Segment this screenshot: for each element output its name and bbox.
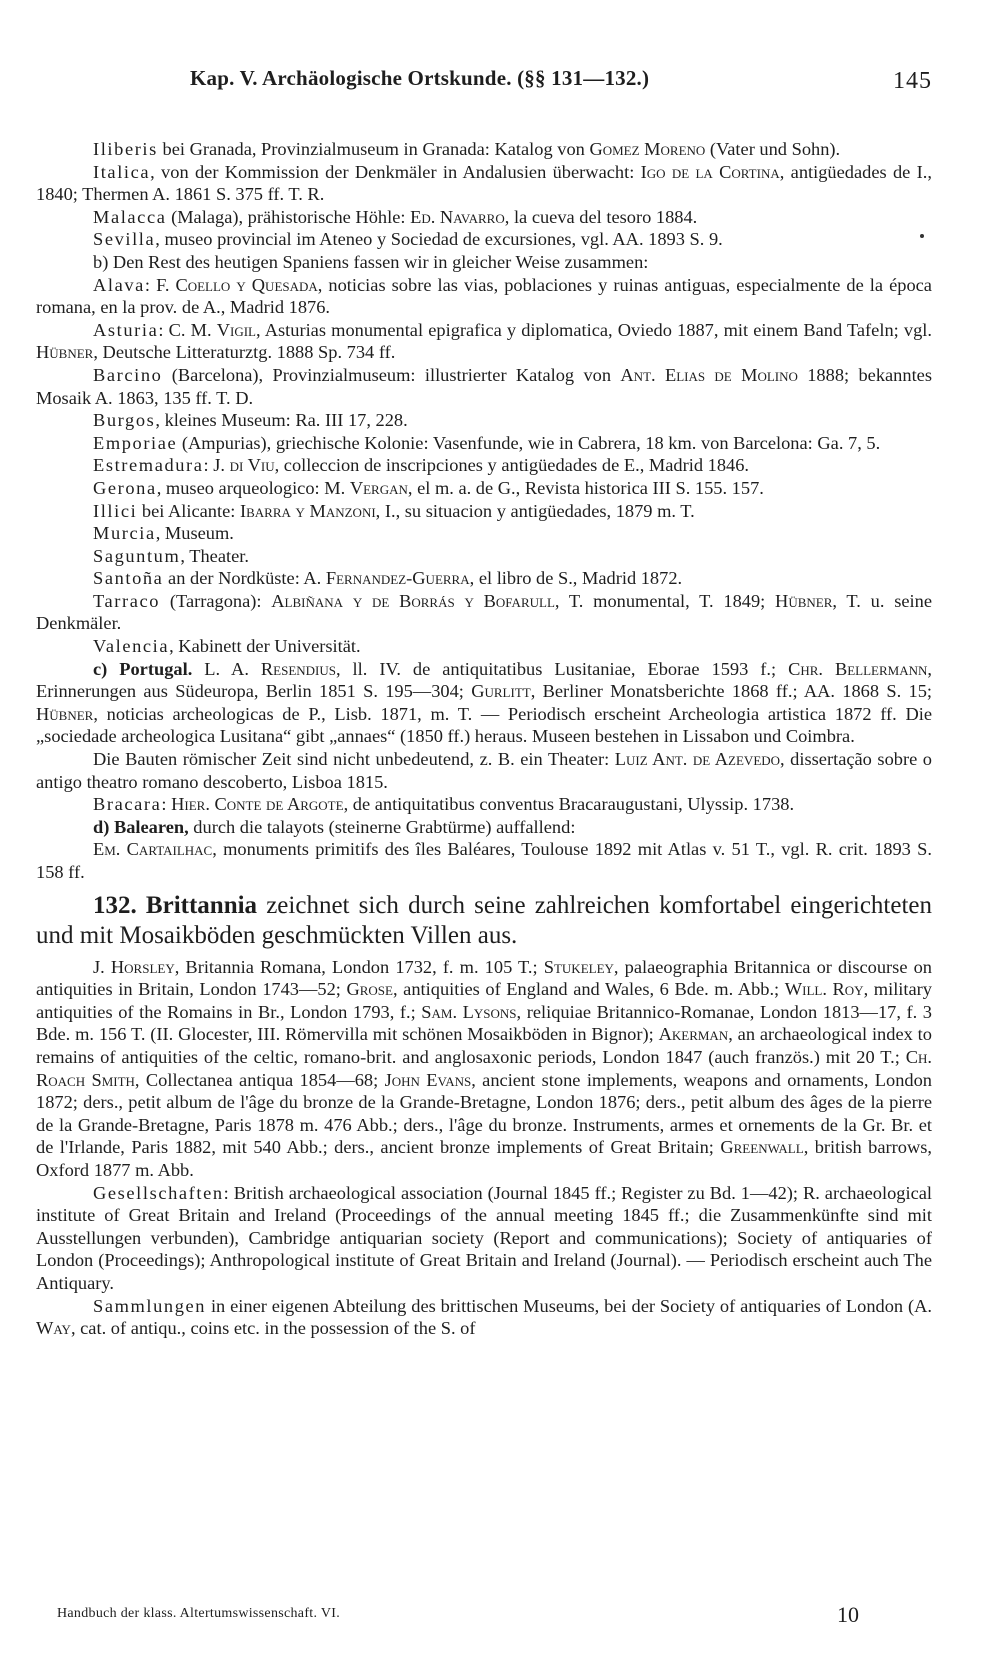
- entry-text: , ancient stone implements, weapons and ornaments, London 1872; ders., petit album de l'âge du bronze de la Grande-Bretagne, London 1876; ders., petit album des âges de la pierre de la Grande-Bretagne, Paris 1878 m. 476 Abb.; ders., l'âge du bronze. Instruments, armes et ornements de la Gr. Br. et de l'Irlande, Paris 1882, mit 540 Abb.; ders., ancient bronze implements of Great Britain;: [36, 1069, 932, 1158]
- place-name: Burgos: [93, 410, 156, 431]
- entry-text: , von der Kommission der Denkmäler in Andalusien überwacht:: [150, 161, 641, 182]
- author-name: Will. Roy: [784, 979, 864, 1000]
- author-name: Vigil: [216, 319, 256, 340]
- entry-cartailhac: [36, 838, 932, 883]
- entry-text: , museo provincial im Ateneo y Sociedad de excursiones, vgl. AA. 1893 S. 9.: [155, 229, 723, 250]
- entry-text: , museo arqueologico: M.: [156, 477, 350, 498]
- place-name: Santoña: [93, 568, 164, 589]
- entry-text: , noticias archeologicas de P., Lisb. 1871, m. T. — Periodisch erscheint Archeologia artistica 1872 ff. Die „sociedade archeologica Lusitana“ gibt „annaes“ (1850 ff.) heraus. Museen bestehen in Lissabon und Coimbra.: [36, 703, 932, 747]
- author-name: Coello y Quesada: [175, 274, 318, 295]
- entry-text: , antiquities of England and Wales, 6 Bde. m. Abb.;: [392, 979, 785, 1000]
- entry-text: , el libro de S., Madrid 1872.: [469, 568, 683, 589]
- main-text: [36, 138, 932, 1340]
- entry-burgos: [36, 409, 932, 432]
- entry-text: (Vater und Sohn).: [705, 139, 841, 159]
- entry-text: , palaeographia Britannica or discourse on antiquities in Britain, London 1743—52;: [36, 956, 932, 1000]
- author-name: Resendius: [260, 658, 336, 679]
- author-name: John Evans: [384, 1069, 472, 1090]
- entry-text: , Museum.: [155, 523, 234, 544]
- entry-text: , Erinnerungen aus Südeuropa, Berlin 1851 S. 195—304;: [36, 658, 932, 702]
- entry-text: , T. monumental, T. 1849;: [554, 590, 776, 611]
- subsection-heading: d) Balearen,: [93, 816, 189, 837]
- entry-text: , antigüedades de I., 1840; Thermen A. 1861 S. 375 ff. T. R.: [36, 161, 932, 205]
- entry-text: :: [161, 794, 172, 815]
- author-name: Albiñana y de Borrás y Bofarull: [271, 590, 555, 611]
- entry-roman-buildings: [36, 748, 932, 793]
- author-name: Grose: [346, 979, 393, 1000]
- entry-text: , de antiquitatibus conventus Bracaraugustani, Ulyssip. 1738.: [343, 794, 795, 815]
- place-name: Barcino: [93, 364, 163, 385]
- author-name: Akerman: [658, 1024, 729, 1045]
- entry-italica: [36, 161, 932, 206]
- topic-heading: Sammlungen: [93, 1295, 207, 1316]
- author-name: Hier. Conte de Argote: [171, 794, 344, 815]
- running-title: Kap. V. Archäologische Ortskunde. (§§ 131—132.): [190, 66, 650, 90]
- entry-text: , T. u. seine Denkmäler.: [36, 590, 933, 634]
- entry-text: , Britannia Romana, London 1732, f. m. 105 T.;: [174, 956, 544, 977]
- entry-text: , Kabinett der Universität.: [169, 636, 361, 657]
- entry-text: , Deutsche Litteraturztg. 1888 Sp. 734 ff.: [93, 342, 396, 363]
- entry-murcia: [36, 522, 932, 545]
- entry-gerona: [36, 477, 932, 500]
- entry-asturia: [36, 319, 932, 364]
- place-name: Valencia: [93, 636, 170, 657]
- entry-text: , reliquiae Britannico-Romanae, London 1813—17, f. 3 Bde. m. 156 T. (II. Glocester, III. Römervilla mit schönen Mosaikböden in Bignor);: [36, 1001, 933, 1045]
- author-name: Igo de la Cortina: [640, 161, 780, 182]
- entry-text: , Theater.: [180, 545, 249, 566]
- entry-text: bei Alicante:: [137, 500, 240, 521]
- entry-text: , cat. of antiqu., coins etc. in the possession of the S. of: [70, 1318, 476, 1339]
- entry-text: , Asturias monumental epigrafica y diplomatica, Oviedo 1887, mit einem Band Tafeln; vgl.: [255, 319, 933, 340]
- subsection-portugal: [36, 658, 932, 748]
- entry-text: : F.: [144, 274, 176, 295]
- entry-sevilla: [36, 228, 932, 251]
- entry-gesellschaften: [36, 1182, 932, 1295]
- entry-text: in einer eigenen Abteilung des brittischen Museums, bei der Society of antiquaries of London (A.: [206, 1295, 932, 1316]
- sheet-number: 10: [837, 1602, 859, 1627]
- author-name: J. Horsley: [93, 956, 175, 977]
- subsection-marker: b): [93, 251, 109, 272]
- author-name: Hübner: [36, 342, 94, 363]
- place-name: Murcia: [93, 523, 156, 544]
- entry-text: Die Bauten römischer Zeit sind nicht unbedeutend, z. B. ein Theater:: [93, 749, 615, 770]
- page-footer: [57, 1602, 877, 1628]
- place-name: Sevilla: [93, 229, 156, 250]
- section-title: Brittannia: [145, 891, 258, 919]
- author-name: Stukeley: [543, 956, 614, 977]
- entry-text: , an archaeological index to remains of antiquities of the celtic, romano-brit. and anglosaxonic periods, London 1847 (auch französ.) mit 20 T.;: [36, 1024, 932, 1067]
- entry-text: , la cueva del tesoro 1884.: [504, 206, 698, 227]
- entry-text: , dissertação sobre o antigo theatro romano descoberto, Lisboa 1815.: [36, 749, 932, 792]
- author-name: Vergan: [349, 477, 408, 498]
- entry-text: , monuments primitifs des îles Baléares, Toulouse 1892 mit Atlas v. 51 T., vgl. R. crit. 1893 S. 158 ff.: [36, 839, 932, 882]
- place-name: Asturia: [93, 319, 159, 340]
- entry-bracara: [36, 793, 932, 816]
- entry-barcino: [36, 364, 932, 409]
- author-name: Ant. Elias de Molino: [620, 364, 798, 385]
- entry-text: : C. M.: [158, 319, 217, 340]
- entry-text: (Barcelona), Provinzialmuseum: illustrierter Katalog von: [162, 364, 621, 385]
- entry-text: bei Granada, Provinzialmuseum in Granada: Katalog von: [157, 139, 590, 159]
- subsection-balearen: [36, 816, 932, 839]
- entry-text: , kleines Museum: Ra. III 17, 228.: [155, 410, 408, 431]
- author-name: Sam. Lysons: [421, 1001, 517, 1022]
- entry-alava: [36, 274, 932, 319]
- entry-text: Den Rest des heutigen Spaniens fassen wir in gleicher Weise zusammen:: [108, 251, 649, 272]
- place-name: Illici: [93, 500, 138, 521]
- author-name: Hübner: [775, 590, 833, 611]
- entry-text: an der Nordküste: A.: [163, 568, 326, 589]
- place-name: Bracara: [93, 794, 162, 815]
- place-name: Tarraco: [93, 590, 161, 611]
- entry-text: , ll. IV. de antiquitatibus Lusitaniae, Eborae 1593 f.;: [336, 658, 789, 679]
- entry-text: durch die talayots (steinerne Grabtürme) auffallend:: [188, 816, 576, 837]
- section-number: 132.: [93, 891, 137, 919]
- entry-sammlungen: [36, 1295, 932, 1340]
- author-name: Ch. Roach Smith: [36, 1046, 932, 1090]
- place-name: Emporiae: [93, 432, 178, 453]
- entry-tarraco: [36, 590, 932, 635]
- topic-heading: Gesellschaften: [93, 1182, 224, 1203]
- book-signature: Handbuch der klass. Altertumswissenschaft. VI.: [57, 1606, 340, 1621]
- subsection-heading: c) Portugal.: [93, 658, 193, 679]
- author-name: Ed. Navarro: [410, 206, 505, 227]
- author-name: Gurlitt: [471, 681, 531, 702]
- entry-text: , I., su situacion y antigüedades, 1879 m. T.: [375, 500, 695, 521]
- entry-text: (Tarragona):: [160, 590, 272, 611]
- entry-illici: [36, 500, 932, 523]
- entry-text: (Ampurias), griechische Kolonie: Vasenfunde, wie in Cabrera, 18 km. von Barcelona: Ga. 7, 5.: [177, 432, 881, 453]
- author-name: Em. Cartailhac: [93, 839, 213, 860]
- entry-iliberis: [36, 138, 932, 161]
- entry-text: , el m. a. de G., Revista historica III S. 155. 157.: [407, 477, 764, 498]
- place-name: Italica: [93, 161, 151, 182]
- place-name: Saguntum: [93, 545, 181, 566]
- author-name: Greenwall: [720, 1137, 804, 1158]
- entry-text: , british barrows, Oxford 1877 m. Abb.: [36, 1137, 932, 1180]
- entry-estremadura: [36, 454, 932, 477]
- entry-saguntum: [36, 545, 932, 568]
- section-summary: zeichnet sich durch seine zahlreichen komfortabel eingerichteten und mit Mosaikböden geschmückten Villen aus.: [36, 891, 932, 949]
- author-name: Chr. Bellermann: [788, 658, 928, 679]
- running-header: [190, 66, 932, 100]
- entry-britannia-literature: [36, 956, 932, 1182]
- entry-text: , Collectanea antiqua 1854—68;: [134, 1069, 385, 1090]
- entry-santona: [36, 567, 932, 590]
- subsection-b: [36, 251, 932, 274]
- entry-valencia: [36, 635, 932, 658]
- entry-emporiae: [36, 432, 932, 455]
- author-name: di Viu: [229, 455, 275, 476]
- author-name: Luiz Ant. de Azevedo: [614, 749, 781, 770]
- entry-text: : British archaeological association (Journal 1845 ff.; Register zu Bd. 1—42); R. archaeological institute of Great Britain and Ireland (Proceedings of the annual meeting 1845 ff.; die Zusammenkünfte sind mit Ausstellungen verbunden), Cambridge antiquarian society (Report and communications); Society of antiquaries of London (Proceedings); Anthropological institute of Great Britain and Ireland (Journal). — Periodisch erscheint auch The Antiquary.: [36, 1182, 932, 1293]
- place-name: Iliberis: [93, 139, 158, 159]
- author-name: Way: [36, 1318, 71, 1339]
- author-name: Gomez Moreno: [589, 139, 706, 159]
- entry-text: , noticias sobre las vias, poblaciones y ruinas antiguas, especialmente de la época romana, en la prov. de A., Madrid 1876.: [36, 274, 932, 318]
- entry-text: , military antiquities of the Romains in Br., London 1793, f.;: [36, 979, 932, 1022]
- author-name: Fernandez-Guerra: [325, 568, 470, 589]
- place-name: Estremadura: [93, 455, 204, 476]
- author-name: Hübner: [36, 703, 94, 724]
- entry-text: L. A.: [192, 658, 261, 679]
- entry-malacca: [36, 206, 932, 229]
- place-name: Alava: [93, 274, 145, 295]
- place-name: Malacca: [93, 206, 167, 227]
- page-number: 145: [893, 68, 932, 94]
- entry-text: , colleccion de inscripciones y antigüedades de E., Madrid 1846.: [274, 455, 750, 476]
- entry-text: , Berliner Monatsberichte 1868 ff.; AA. 1868 S. 15;: [530, 681, 932, 702]
- entry-text: : J.: [203, 455, 230, 476]
- entry-text: (Malaga), prähistorische Höhle:: [166, 206, 411, 227]
- author-name: Ibarra y Manzoni: [239, 500, 376, 521]
- entry-text: 1888; bekanntes Mosaik A. 1863, 135 ff. T. D.: [36, 364, 933, 408]
- section-heading-132: [36, 891, 932, 951]
- place-name: Gerona: [93, 477, 157, 498]
